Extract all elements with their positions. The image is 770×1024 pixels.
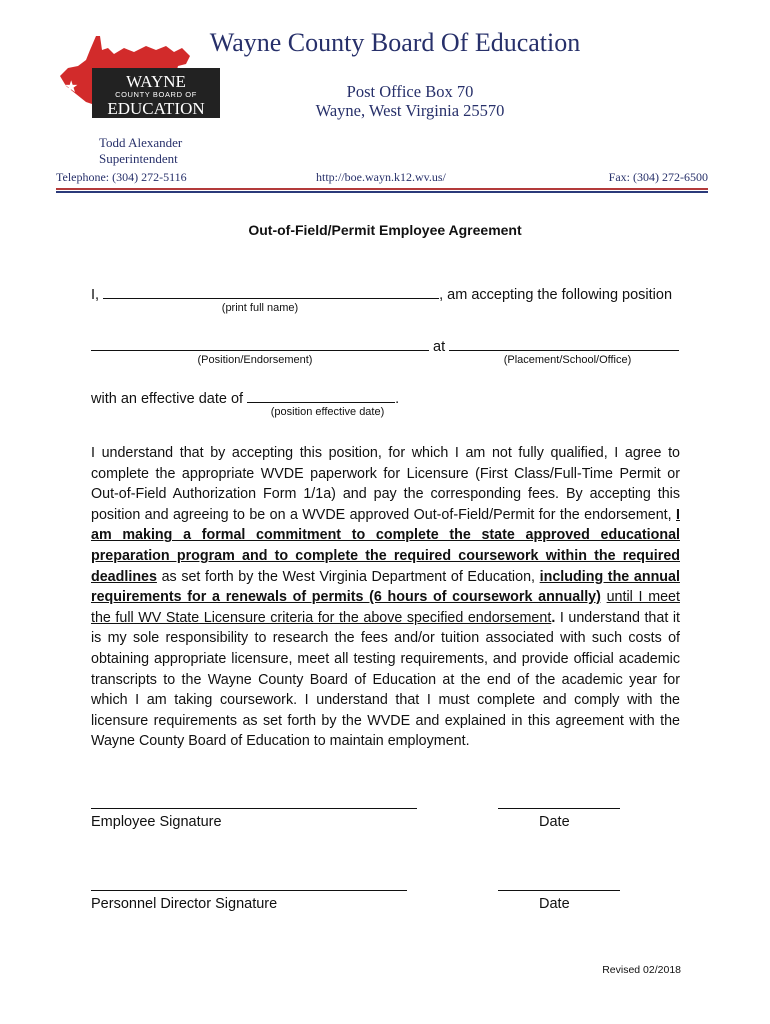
logo-education: EDUCATION — [107, 99, 205, 118]
effective-date-field[interactable] — [247, 388, 395, 403]
para-until-licensure: until I meet the full WV State Licensure criteria for the above specified endorsement — [91, 589, 680, 626]
address-line-2: Wayne, West Virginia 25570 — [315, 101, 505, 120]
para-comma: , — [531, 568, 535, 585]
date-prefix: with an effective date of — [91, 391, 244, 407]
position-field[interactable] — [91, 336, 429, 351]
para-text-2: as set forth by the West Virginia Department of Education — [161, 568, 532, 585]
superintendent-title: Superintendent — [99, 151, 178, 166]
employee-signature-label: Employee Signature — [91, 814, 222, 830]
director-signature-line[interactable] — [91, 890, 407, 891]
director-signature-label: Personnel Director Signature — [91, 896, 278, 912]
document-title: Out-of-Field/Permit Employee Agreement — [248, 222, 522, 238]
address-line-1: Post Office Box 70 — [346, 82, 474, 101]
director-date-label: Date — [539, 896, 570, 912]
employee-signature-line[interactable] — [91, 808, 417, 809]
para-commitment: I am making a formal commitment to complete the state approved educational preparation program and to complete the required coursework within the required deadlines — [91, 506, 680, 585]
placement-field[interactable] — [449, 336, 679, 351]
superintendent-name: Todd Alexander — [99, 135, 183, 150]
header-rule-red — [56, 188, 708, 190]
at-label: at — [433, 339, 446, 355]
director-date-line[interactable] — [498, 890, 620, 891]
full-name-field[interactable] — [103, 284, 439, 299]
employee-date-label: Date — [539, 814, 570, 830]
organization-title: Wayne County Board Of Education — [209, 28, 581, 57]
logo-county-board: COUNTY BOARD OF — [115, 90, 197, 99]
date-caption: (position effective date) — [270, 406, 385, 418]
position-row — [91, 336, 679, 355]
name-caption: (print full name) — [221, 302, 299, 314]
para-annual-requirements: including the annual requirements for a renewals of permits (6 hours of coursework annually) — [91, 568, 680, 606]
para-text-1: I understand that by accepting this position, for which I am not fully qualified, I agree to complete the appropriate WVDE paperwork for Licensure (First Class/Full-Time Permit or Out-of-Field Authorization Form 1/1a) and pay the corresponding fees. By accepting this position and agreeing to be on a WVDE approved Out-of-Field/Permit for the endorsement, — [91, 445, 680, 523]
fax: Fax: (304) 272-6500 — [608, 170, 708, 184]
logo-wayne: WAYNE — [126, 72, 186, 91]
employee-date-line[interactable] — [498, 808, 620, 809]
para-text-3: I understand that it is my sole responsibility to research the fees and/or tuition associated with such costs of obtaining appropriate licensure, meet all testing requirements, and provide official academic transcripts to the Wayne County Board of Education at the end of the academic year for which I am taking coursework. I understand that I must complete and comply with the licensure requirements as set forth by the WVDE and explained in this agreement with the Wayne County Board of Education to maintain employment. — [91, 609, 680, 750]
telephone: Telephone: (304) 272-5116 — [56, 170, 187, 184]
name-suffix: , am accepting the following position — [439, 287, 673, 303]
name-prefix: I, — [91, 287, 100, 303]
effective-date-row — [91, 388, 399, 407]
website-link[interactable]: http://boe.wayn.k12.wv.us/ — [316, 170, 446, 184]
date-suffix: . — [395, 391, 400, 407]
agreement-paragraph — [91, 443, 680, 752]
placement-caption: (Placement/School/Office) — [503, 354, 632, 366]
logo-star: ★ — [64, 77, 79, 96]
name-row — [91, 284, 672, 303]
para-period: . — [551, 609, 556, 626]
header-rule-navy — [56, 191, 708, 193]
position-caption: (Position/Endorsement) — [197, 354, 313, 366]
revision-note: Revised 02/2018 — [602, 964, 681, 976]
